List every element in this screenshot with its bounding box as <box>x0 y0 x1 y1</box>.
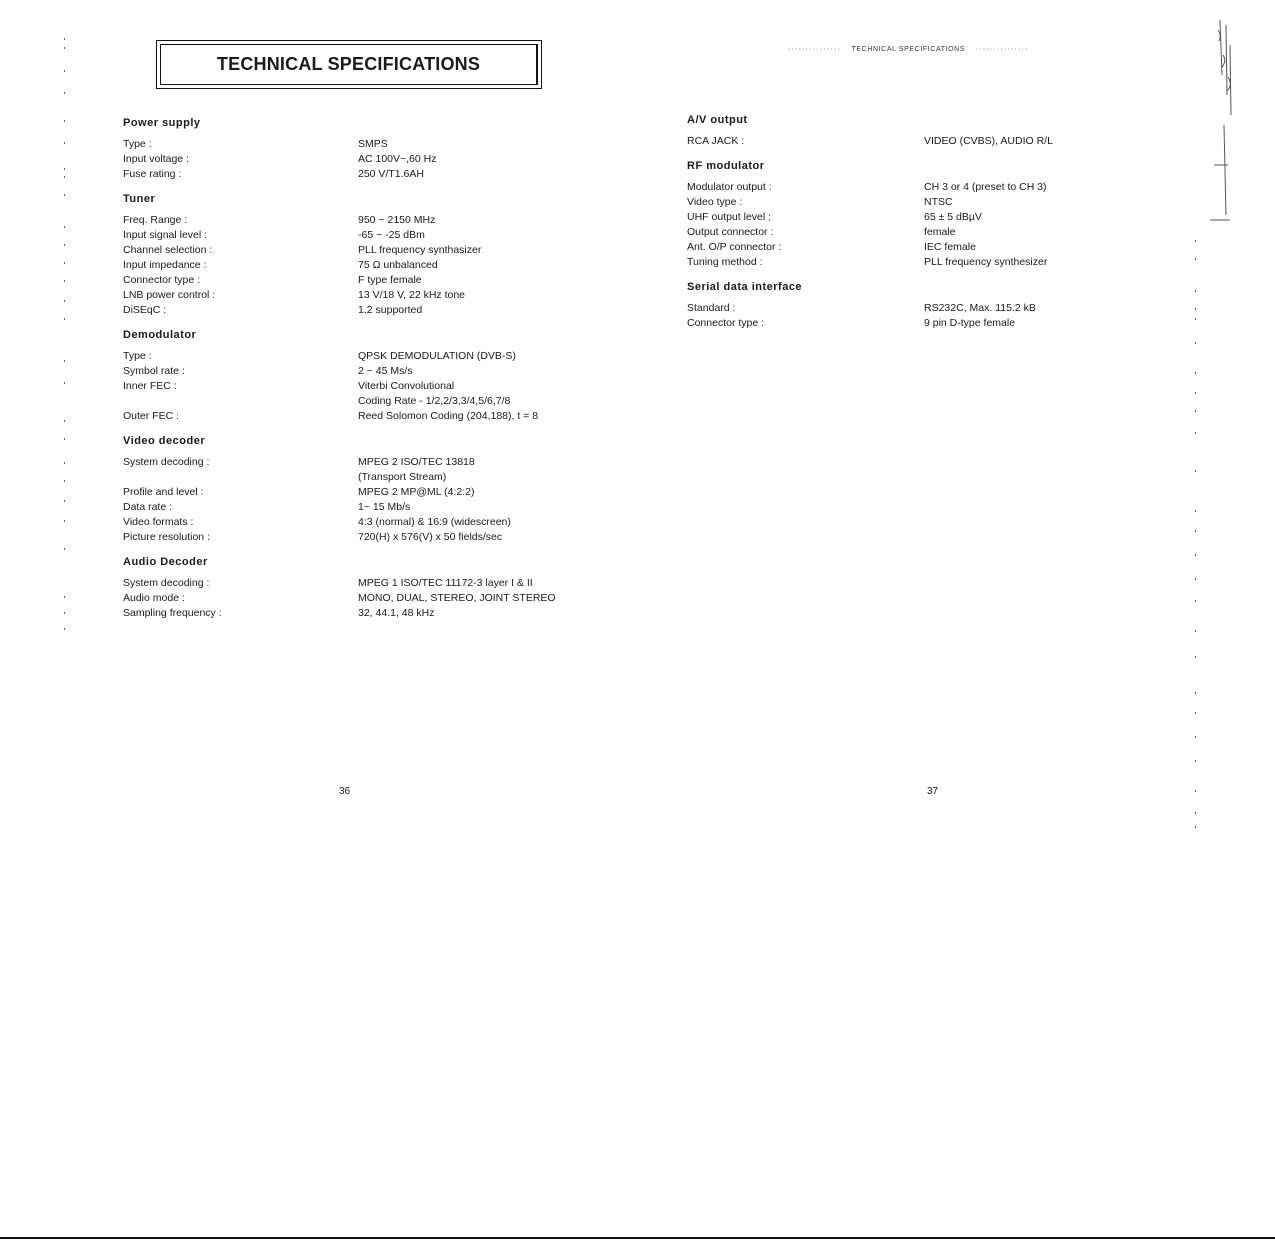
left-page-specs <box>123 116 643 631</box>
section-title: Power supply <box>123 117 201 129</box>
spec-row <box>123 455 643 470</box>
margin-tick <box>1195 392 1196 394</box>
section-title: Video decoder <box>123 435 206 447</box>
spec-label: Picture resolution : <box>123 531 210 543</box>
spec-value: 2 ~ 45 Ms/s <box>358 365 413 377</box>
spec-label: Ant. O/P connector : <box>687 241 782 253</box>
page-number-right: 37 <box>927 786 939 797</box>
margin-tick <box>64 480 65 482</box>
bottom-rule <box>0 1237 1275 1239</box>
spec-label: RCA JACK : <box>687 135 745 147</box>
spec-row <box>123 530 643 545</box>
spec-label: Input impedance : <box>123 259 207 271</box>
spec-row <box>687 210 1127 225</box>
spec-value: female <box>924 226 956 238</box>
spec-value: 13 V/18 V, 22 kHz tone <box>358 289 466 301</box>
margin-tick <box>64 462 65 464</box>
margin-tick <box>64 194 65 196</box>
spec-label: Symbol rate : <box>123 365 185 377</box>
spec-value: SMPS <box>358 138 388 150</box>
header-dots-left: ··············· <box>788 46 841 53</box>
spec-value: 9 pin D-type female <box>924 317 1016 329</box>
spec-value: Coding Rate - 1/2,2/3,3/4,5/6,7/8 <box>358 395 511 407</box>
margin-tick <box>1195 290 1196 292</box>
spec-row <box>123 243 643 258</box>
margin-tick <box>1195 656 1196 658</box>
spec-label: Output connector : <box>687 226 774 238</box>
spec-row <box>123 515 643 530</box>
spec-label: Type : <box>123 350 152 362</box>
margin-tick <box>1195 318 1196 320</box>
spec-value: 75 Ω unbalanced <box>358 259 438 271</box>
spec-row <box>123 288 643 303</box>
spec-value: (Transport Stream) <box>358 471 447 483</box>
spec-row <box>123 606 643 621</box>
spec-label: Freq. Range : <box>123 214 188 226</box>
spec-value: 720(H) x 576(V) x 50 fields/sec <box>358 531 503 543</box>
spec-row <box>123 470 643 485</box>
margin-tick <box>64 360 65 362</box>
spec-label: Sampling frequency : <box>123 607 222 619</box>
margin-tick <box>1195 692 1196 694</box>
margin-tick <box>64 168 65 170</box>
margin-tick <box>1195 760 1196 762</box>
page-number-left: 36 <box>339 786 351 797</box>
spec-row <box>123 167 643 182</box>
spec-label: Data rate : <box>123 501 173 513</box>
spec-value: MPEG 2 MP@ML (4:2:2) <box>358 486 475 498</box>
title-box <box>156 40 542 89</box>
spec-section-rf-modulator <box>687 159 1127 270</box>
spec-label: Fuse rating : <box>123 168 182 180</box>
spec-value: 250 V/T1.6AH <box>358 168 424 180</box>
margin-tick <box>1195 342 1196 344</box>
spec-value: PLL frequency synthasizer <box>358 244 482 256</box>
spec-value: 1~ 15 Mb/s <box>358 501 411 513</box>
spec-value: PLL frequency synthesizer <box>924 256 1048 268</box>
spec-label: Input signal level : <box>123 229 208 241</box>
spec-value: -65 ~ -25 dBm <box>358 229 425 241</box>
right-margin-marks <box>1195 0 1199 1240</box>
spec-label: Audio mode : <box>123 592 185 604</box>
spec-row <box>123 576 643 591</box>
spec-row <box>123 591 643 606</box>
spec-value: AC 100V~,60 Hz <box>358 153 437 165</box>
margin-tick <box>64 142 65 144</box>
margin-tick <box>64 612 65 614</box>
spec-label: Connector type : <box>123 274 201 286</box>
margin-tick <box>1195 530 1196 532</box>
margin-tick <box>64 38 65 40</box>
spec-section-serial-data-interface <box>687 280 1127 331</box>
spec-section-tuner <box>123 192 643 318</box>
spec-label: Standard : <box>687 302 736 314</box>
margin-tick <box>1195 712 1196 714</box>
spec-label: Type : <box>123 138 152 150</box>
margin-tick <box>64 244 65 246</box>
spec-row <box>123 349 643 364</box>
spec-value: NTSC <box>924 196 953 208</box>
margin-tick <box>1195 826 1196 828</box>
spec-row <box>687 195 1127 210</box>
spec-value: CH 3 or 4 (preset to CH 3) <box>924 181 1047 193</box>
margin-tick <box>64 300 65 302</box>
margin-tick <box>1195 600 1196 602</box>
spec-label: System decoding : <box>123 456 210 468</box>
spec-value: VIDEO (CVBS), AUDIO R/L <box>924 135 1053 147</box>
spec-value: MONO, DUAL, STEREO, JOINT STEREO <box>358 592 556 604</box>
section-title: A/V output <box>687 114 748 126</box>
spec-row <box>123 485 643 500</box>
spec-value: 65 ± 5 dBµV <box>924 211 982 223</box>
spec-row <box>123 394 643 409</box>
margin-tick <box>64 520 65 522</box>
spec-value: IEC female <box>924 241 976 253</box>
scan-artifact-marks <box>1200 15 1238 230</box>
spec-value: F type female <box>358 274 422 286</box>
spec-row <box>123 364 643 379</box>
spec-row <box>123 500 643 515</box>
margin-tick <box>64 226 65 228</box>
margin-tick <box>64 420 65 422</box>
margin-tick <box>64 548 65 550</box>
margin-tick <box>64 120 65 122</box>
spec-label <box>123 394 358 409</box>
margin-tick <box>1195 240 1196 242</box>
section-title: Tuner <box>123 193 156 205</box>
spec-row <box>123 152 643 167</box>
left-margin-marks <box>64 0 68 1240</box>
spec-label: LNB power control : <box>123 289 216 301</box>
margin-tick <box>64 280 65 282</box>
margin-tick <box>64 596 65 598</box>
spec-label: Profile and level : <box>123 486 204 498</box>
spec-section-video-decoder <box>123 434 643 545</box>
spec-value: MPEG 1 ISO/TEC 11172-3 layer I & II <box>358 577 533 589</box>
spec-row <box>687 316 1127 331</box>
margin-tick <box>1195 812 1196 814</box>
spec-label: Outer FEC : <box>123 410 180 422</box>
margin-tick <box>1195 432 1196 434</box>
margin-tick <box>64 500 65 502</box>
page-title: TECHNICAL SPECIFICATIONS <box>160 44 538 85</box>
spec-value: 1.2 supported <box>358 304 423 316</box>
margin-tick <box>1195 554 1196 556</box>
margin-tick <box>64 318 65 320</box>
section-title: RF modulator <box>687 160 765 172</box>
margin-tick <box>64 628 65 630</box>
spec-value: Viterbi Convolutional <box>358 380 455 392</box>
margin-tick <box>1195 578 1196 580</box>
spec-label: Modulator output : <box>687 181 772 193</box>
spec-row <box>687 134 1127 149</box>
margin-tick <box>64 438 65 440</box>
spec-label: Tuning method : <box>687 256 763 268</box>
margin-tick <box>1195 736 1196 738</box>
spec-section-a-v-output <box>687 113 1127 149</box>
running-header <box>788 46 1094 53</box>
spec-section-demodulator <box>123 328 643 424</box>
spec-value: 32, 44.1, 48 kHz <box>358 607 435 619</box>
spec-section-audio-decoder <box>123 555 643 621</box>
spec-label: Inner FEC : <box>123 380 177 392</box>
spec-section-power-supply <box>123 116 643 182</box>
spec-row <box>123 213 643 228</box>
spec-row <box>123 137 643 152</box>
spec-value: QPSK DEMODULATION (DVB-S) <box>358 350 516 362</box>
spec-row <box>123 409 643 424</box>
spec-label: Video type : <box>687 196 743 208</box>
margin-tick <box>64 176 65 178</box>
spec-value: Reed Solomon Coding (204,188), t = 8 <box>358 410 539 422</box>
section-title: Serial data interface <box>687 281 803 293</box>
spec-row <box>123 228 643 243</box>
spec-label: UHF output level : <box>687 211 772 223</box>
spec-value: MPEG 2 ISO/TEC 13818 <box>358 456 475 468</box>
right-page-specs <box>687 113 1127 341</box>
margin-tick <box>1195 510 1196 512</box>
spec-row <box>123 303 643 318</box>
margin-tick <box>1195 372 1196 374</box>
margin-tick <box>64 47 65 49</box>
margin-tick <box>1195 470 1196 472</box>
header-dots-right: ··············· <box>975 46 1029 53</box>
section-title: Demodulator <box>123 329 197 341</box>
spec-row <box>123 273 643 288</box>
spec-label: Input voltage : <box>123 153 189 165</box>
spec-row <box>687 301 1127 316</box>
spec-label: DiSEqC : <box>123 304 167 316</box>
spec-value: 4:3 (normal) & 16:9 (widescreen) <box>358 516 511 528</box>
spec-label: Channel selection : <box>123 244 213 256</box>
margin-tick <box>1195 258 1196 260</box>
spec-label: System decoding : <box>123 577 210 589</box>
margin-tick <box>64 92 65 94</box>
spec-label: Video formats : <box>123 516 194 528</box>
spec-value: RS232C, Max. 115.2 kB <box>924 302 1036 314</box>
margin-tick <box>64 262 65 264</box>
margin-tick <box>1195 790 1196 792</box>
spec-row <box>687 180 1127 195</box>
spec-label <box>123 470 358 485</box>
margin-tick <box>64 382 65 384</box>
margin-tick <box>64 70 65 72</box>
running-header-text: TECHNICAL SPECIFICATIONS <box>851 46 966 53</box>
spec-row <box>123 379 643 394</box>
spec-row <box>687 255 1127 270</box>
spec-row <box>123 258 643 273</box>
spec-row <box>687 225 1127 240</box>
margin-tick <box>1195 410 1196 412</box>
spec-label: Connector type : <box>687 317 765 329</box>
spec-value: 950 ~ 2150 MHz <box>358 214 436 226</box>
section-title: Audio Decoder <box>123 556 208 568</box>
margin-tick <box>1195 308 1196 310</box>
spec-row <box>687 240 1127 255</box>
margin-tick <box>1195 630 1196 632</box>
